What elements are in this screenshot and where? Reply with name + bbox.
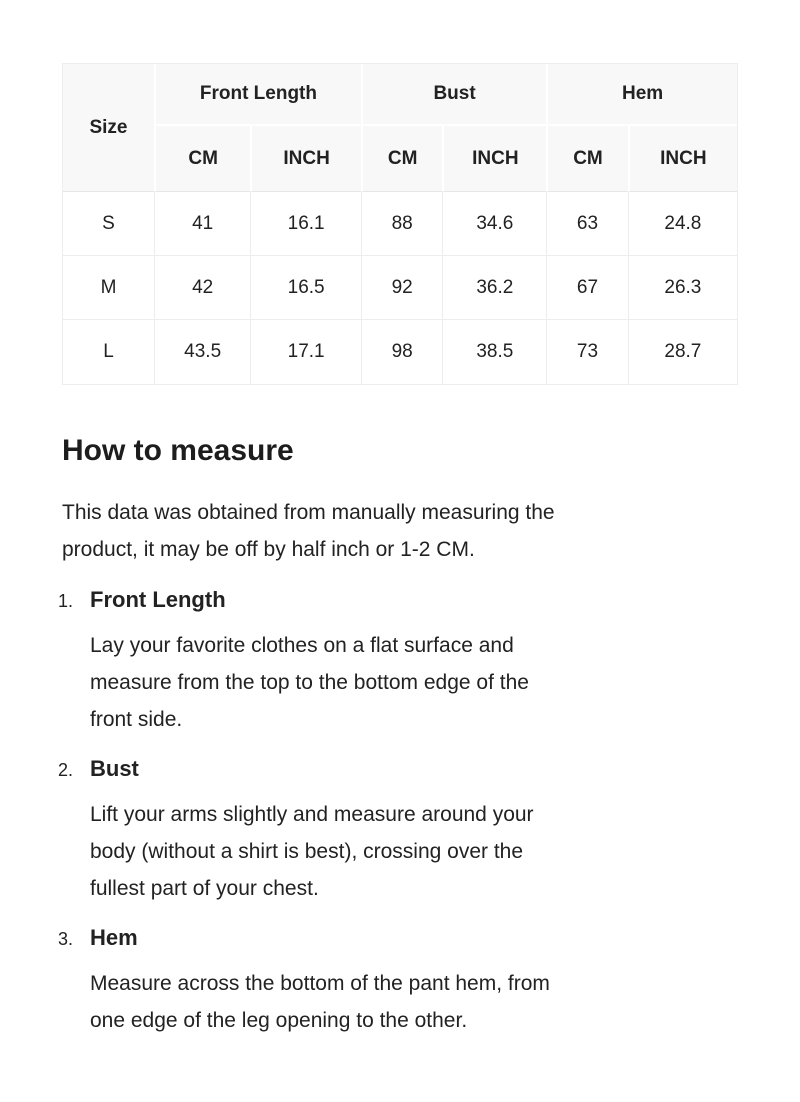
description-line: fullest part of your chest. xyxy=(90,877,319,900)
table-cell: 67 xyxy=(546,256,628,320)
intro-line: This data was obtained from manually measuring the xyxy=(62,501,555,524)
table-cell: 92 xyxy=(361,256,443,320)
table-cell: 38.5 xyxy=(442,320,546,384)
size-chart-table xyxy=(62,63,738,385)
table-cell: 26.3 xyxy=(628,256,737,320)
table-cell: 17.1 xyxy=(250,320,361,384)
description-line: Lay your favorite clothes on a flat surface and xyxy=(90,634,514,657)
table-cell: 16.1 xyxy=(250,192,361,256)
table-row-m xyxy=(63,256,737,320)
list-item-description xyxy=(90,965,738,1039)
list-item-bust xyxy=(58,754,738,907)
list-item-description xyxy=(90,796,738,907)
table-cell: 36.2 xyxy=(442,256,546,320)
measure-list xyxy=(58,585,738,1039)
description-line: one edge of the leg opening to the other. xyxy=(90,1009,468,1032)
table-cell: 34.6 xyxy=(442,192,546,256)
table-header-unit-row xyxy=(63,126,737,192)
table-header xyxy=(63,64,737,192)
list-item-number: 1. xyxy=(58,591,74,611)
table-cell: 41 xyxy=(154,192,250,256)
table-cell: 42 xyxy=(154,256,250,320)
list-item-title: Bust xyxy=(90,756,139,781)
table-cell: 63 xyxy=(546,192,628,256)
hem-group-header: Hem xyxy=(546,64,737,126)
description-line: measure from the top to the bottom edge of the xyxy=(90,671,529,694)
front-length-cm-header: CM xyxy=(154,126,250,192)
hem-cm-header: CM xyxy=(546,126,628,192)
description-line: Lift your arms slightly and measure around your xyxy=(90,803,534,826)
table-row-l xyxy=(63,320,737,384)
list-item-front-length xyxy=(58,585,738,738)
table-cell: 28.7 xyxy=(628,320,737,384)
table-cell: 43.5 xyxy=(154,320,250,384)
size-cell: L xyxy=(63,320,154,384)
table-row-s xyxy=(63,192,737,256)
table-cell: 73 xyxy=(546,320,628,384)
hem-inch-header: INCH xyxy=(628,126,737,192)
list-item-content xyxy=(90,585,738,738)
bust-inch-header: INCH xyxy=(442,126,546,192)
intro-paragraph xyxy=(62,494,738,568)
list-item-number: 3. xyxy=(58,929,74,949)
intro-line: product, it may be off by half inch or 1-2 CM. xyxy=(62,538,475,561)
size-cell: S xyxy=(63,192,154,256)
list-item-content xyxy=(90,754,738,907)
front-length-group-header: Front Length xyxy=(154,64,361,126)
description-line: Measure across the bottom of the pant hem, from xyxy=(90,972,550,995)
list-item-description xyxy=(90,627,738,738)
list-item-title: Hem xyxy=(90,925,138,950)
description-line: front side. xyxy=(90,708,183,731)
table-header-group-row xyxy=(63,64,737,126)
table-cell: 98 xyxy=(361,320,443,384)
size-column-header: Size xyxy=(63,64,154,192)
front-length-inch-header: INCH xyxy=(250,126,361,192)
table-cell: 24.8 xyxy=(628,192,737,256)
bust-group-header: Bust xyxy=(361,64,546,126)
table-cell: 16.5 xyxy=(250,256,361,320)
size-cell: M xyxy=(63,256,154,320)
list-item-hem xyxy=(58,923,738,1039)
table-body xyxy=(63,192,737,384)
how-to-measure-heading: How to measure xyxy=(62,434,294,467)
list-item-content xyxy=(90,923,738,1039)
list-item-number: 2. xyxy=(58,760,74,780)
list-item-title: Front Length xyxy=(90,587,226,612)
bust-cm-header: CM xyxy=(361,126,443,192)
table-cell: 88 xyxy=(361,192,443,256)
description-line: body (without a shirt is best), crossing over the xyxy=(90,840,524,863)
